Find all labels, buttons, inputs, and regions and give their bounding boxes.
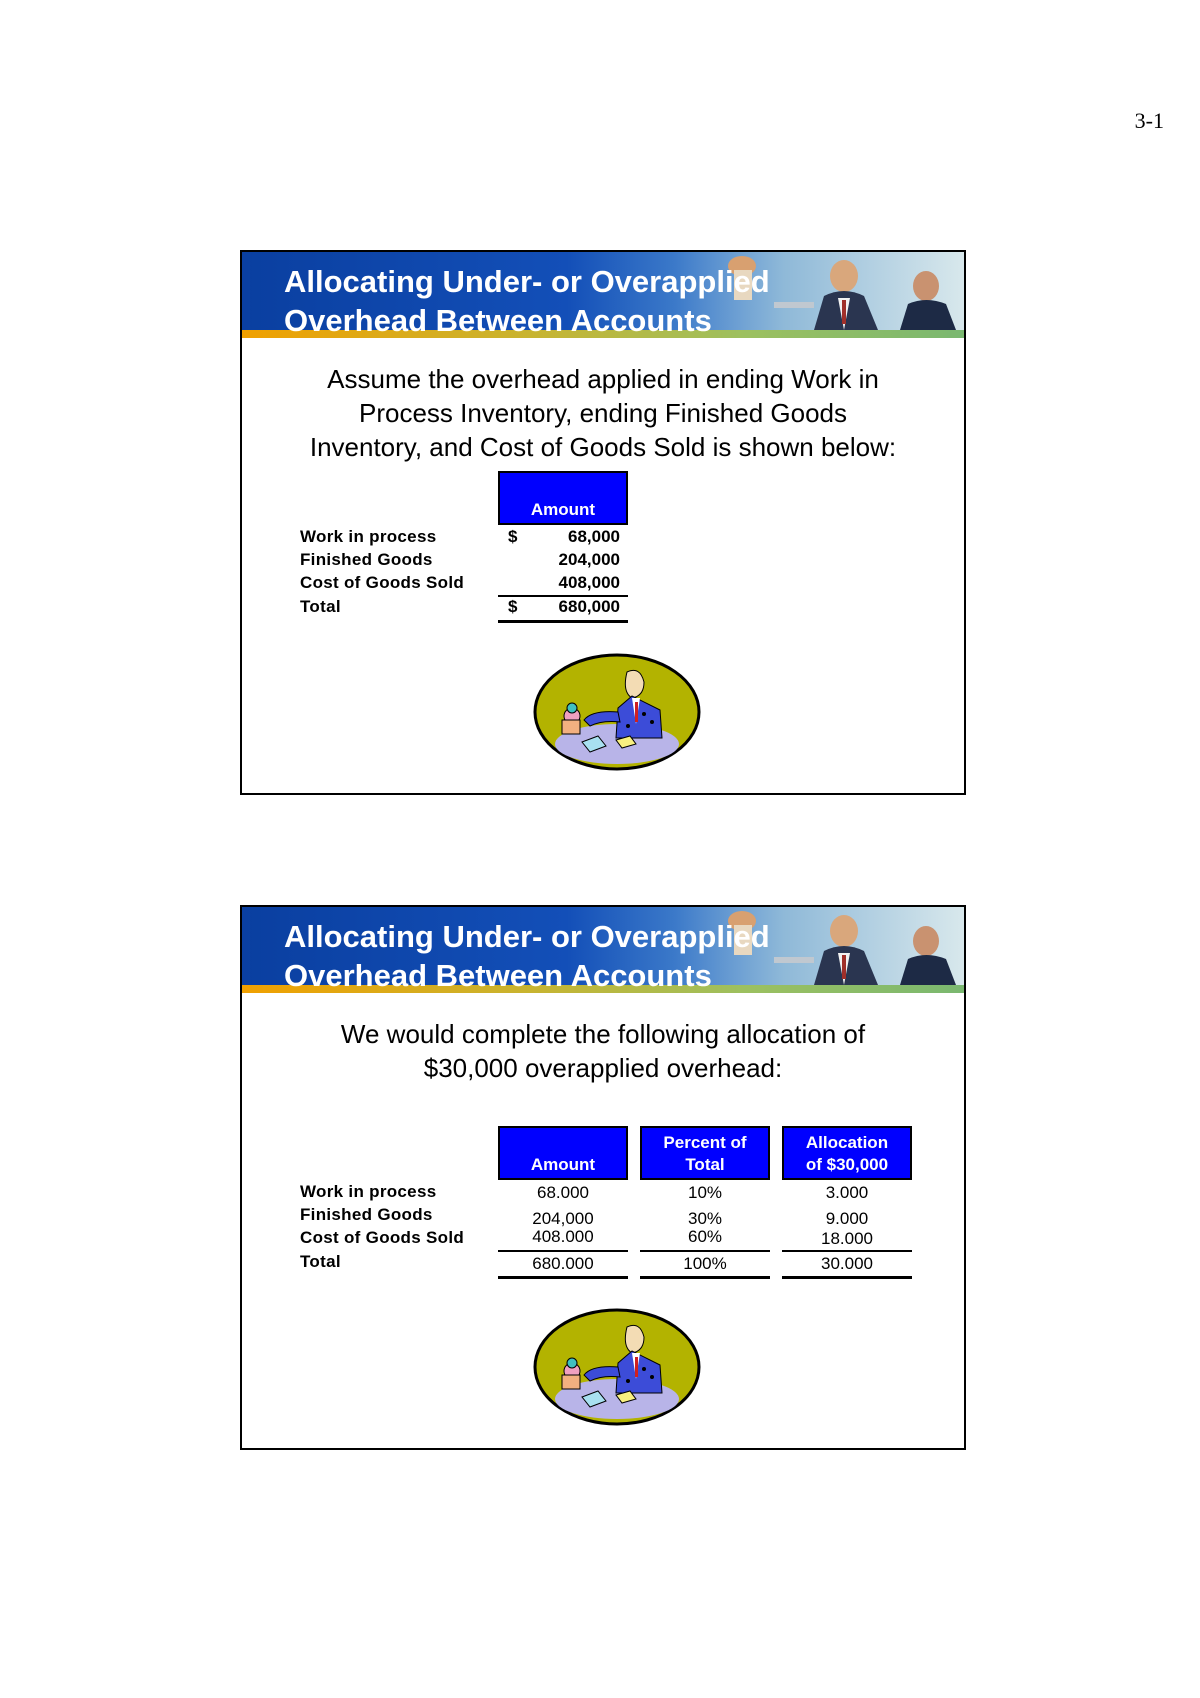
allocation-header-line1: Allocation xyxy=(805,1133,889,1152)
slide-1-intro xyxy=(242,362,964,464)
total-rule xyxy=(498,620,628,623)
allocation-header-line2: of $30,000 xyxy=(805,1155,889,1174)
allocation-total: 30.000 xyxy=(821,1254,873,1273)
percent-header-line2: Total xyxy=(685,1155,725,1174)
row-label-total: Total xyxy=(300,597,341,616)
row-label-wip: Work in process xyxy=(300,1182,437,1201)
percent-wip: 10% xyxy=(687,1183,723,1202)
dollar-sign: $ xyxy=(508,527,518,546)
slide-2-banner xyxy=(242,907,964,993)
allocation-wip: 3.000 xyxy=(825,1183,869,1202)
percent-header xyxy=(640,1126,770,1180)
slide-2-intro xyxy=(242,1017,964,1085)
slide-2-title-line1: Allocating Under- or Overapplied xyxy=(284,919,770,954)
amount-total: 680.000 xyxy=(532,1254,594,1273)
slide-1-intro-line1: Assume the overhead applied in ending Work in xyxy=(327,364,879,394)
page-number: 3-1 xyxy=(1134,108,1164,133)
amount-wip: 68.000 xyxy=(537,1183,589,1202)
amount-wip: 68,000 xyxy=(568,527,620,546)
businessman-at-desk-clipart-icon xyxy=(532,652,702,772)
slide-2-intro-line1: We would complete the following allocation of xyxy=(340,1019,866,1049)
row-label-cogs: Cost of Goods Sold xyxy=(300,573,465,592)
percent-finished-goods: 30% xyxy=(687,1209,723,1228)
allocation-total-rule xyxy=(782,1276,912,1279)
amount-cogs: 408.000 xyxy=(532,1227,594,1246)
slide-1-title xyxy=(284,262,770,338)
allocation-header xyxy=(782,1126,912,1180)
amount-header xyxy=(498,1126,628,1180)
slide-1-intro-line3: Inventory, and Cost of Goods Sold is shown below: xyxy=(309,432,897,462)
amount-finished-goods: 204,000 xyxy=(558,550,620,569)
row-label-cogs: Cost of Goods Sold xyxy=(300,1228,465,1247)
amount-header-label: Amount xyxy=(530,500,596,519)
slide-1-title-line1: Allocating Under- or Overapplied xyxy=(284,264,770,299)
row-label-total: Total xyxy=(300,1252,341,1271)
amount-total-rule xyxy=(498,1276,628,1279)
row-label-finished-goods: Finished Goods xyxy=(300,1205,433,1224)
slide-1-banner xyxy=(242,252,964,338)
slide-1 xyxy=(240,250,966,795)
percent-total: 100% xyxy=(683,1254,727,1273)
slide-2 xyxy=(240,905,966,1450)
dollar-sign-total: $ xyxy=(508,597,518,616)
allocation-subtotal-rule xyxy=(782,1250,912,1252)
percent-cogs: 60% xyxy=(687,1227,723,1246)
amount-finished-goods: 204,000 xyxy=(532,1209,594,1228)
slide-2-title-line2: Overhead Between Accounts xyxy=(284,958,712,993)
amount-cogs: 408,000 xyxy=(558,573,620,592)
slide-2-title xyxy=(284,917,770,993)
slide-1-intro-line2: Process Inventory, ending Finished Goods xyxy=(358,398,847,428)
amount-header-label: Amount xyxy=(530,1155,596,1174)
slide-2-intro-line2: $30,000 overapplied overhead: xyxy=(423,1053,783,1083)
allocation-finished-goods: 9.000 xyxy=(825,1209,869,1228)
row-label-finished-goods: Finished Goods xyxy=(300,550,433,569)
amount-header xyxy=(498,471,628,525)
percent-header-line1: Percent of xyxy=(663,1133,747,1152)
amount-subtotal-rule xyxy=(498,1250,628,1252)
businessman-at-desk-clipart-icon xyxy=(532,1307,702,1427)
slide-1-title-line2: Overhead Between Accounts xyxy=(284,303,712,338)
percent-total-rule xyxy=(640,1276,770,1279)
percent-subtotal-rule xyxy=(640,1250,770,1252)
amount-total: 680,000 xyxy=(558,597,620,616)
allocation-cogs: 18.000 xyxy=(821,1229,873,1248)
row-label-wip: Work in process xyxy=(300,527,437,546)
